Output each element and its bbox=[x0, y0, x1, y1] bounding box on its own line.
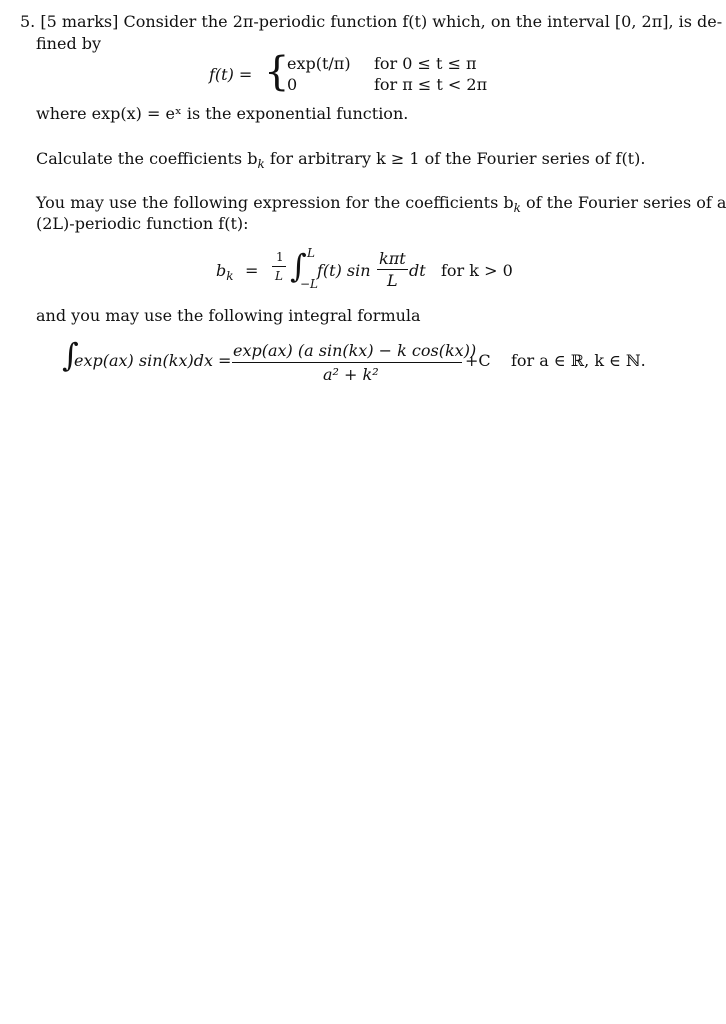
formula-int-condition: for a ∈ ℝ, k ∈ ℕ. bbox=[511, 351, 646, 370]
task-text: Calculate the coefficients $b_k$ for arbitrary k ≥ 1 of the Fourier series of f(t). bbox=[36, 149, 646, 172]
piecewise-case-1-cond: for 0 ≤ t ≤ π bbox=[374, 54, 477, 73]
formula-bk-arg-bar bbox=[377, 269, 408, 270]
formula-bk-arg-den: L bbox=[387, 271, 398, 290]
formula-bk-integral-sign: ∫ bbox=[290, 247, 307, 285]
piecewise-case-2-expr: 0 bbox=[287, 75, 298, 94]
piecewise-lhs: f(t) = bbox=[209, 65, 253, 84]
formula-int-integral-sign: ∫ bbox=[62, 336, 79, 374]
formula-bk-equals: = bbox=[245, 261, 259, 280]
problem-header-line-2: fined by bbox=[36, 34, 102, 53]
formula-bk-frac-num: 1 bbox=[276, 250, 284, 264]
formula-bk-arg-num: kπt bbox=[379, 249, 406, 268]
formula-bk-integrand: f(t) sin bbox=[317, 261, 371, 280]
where-text: where exp(x) = eˣ is the exponential function. bbox=[36, 104, 409, 123]
piecewise-brace: { bbox=[264, 49, 290, 95]
formula-bk-lhs: $b_k$ bbox=[216, 261, 234, 284]
formula-bk-dt: dt bbox=[409, 261, 426, 280]
hint-1-line-1: You may use the following expression for the coefficients $b_k$ of the Fourier series of a bbox=[36, 193, 726, 216]
piecewise-case-2-cond: for π ≤ t < 2π bbox=[374, 75, 488, 94]
formula-bk-condition: for k > 0 bbox=[441, 261, 513, 280]
formula-int-lhs: exp(ax) sin(kx)dx = bbox=[74, 351, 232, 370]
formula-int-numerator: exp(ax) (a sin(kx) − k cos(kx)) bbox=[233, 341, 477, 360]
formula-bk-frac-den: L bbox=[275, 269, 283, 283]
formula-int-constant: +C bbox=[465, 351, 491, 370]
piecewise-case-1-expr: exp(t/π) bbox=[287, 54, 351, 73]
formula-bk-frac-bar bbox=[272, 266, 286, 267]
formula-bk-int-upper: L bbox=[307, 246, 315, 260]
hint-1-line-2: (2L)-periodic function f(t): bbox=[36, 214, 249, 233]
hint-2-text: and you may use the following integral formula bbox=[36, 306, 421, 325]
formula-int-fraction-bar bbox=[232, 362, 462, 363]
formula-bk-int-lower: −L bbox=[300, 277, 319, 291]
formula-int-denominator: a² + k² bbox=[323, 365, 379, 384]
problem-header-line-1: 5. [5 marks] Consider the 2π-periodic function f(t) which, on the interval [0, 2π], is de- bbox=[20, 12, 723, 31]
